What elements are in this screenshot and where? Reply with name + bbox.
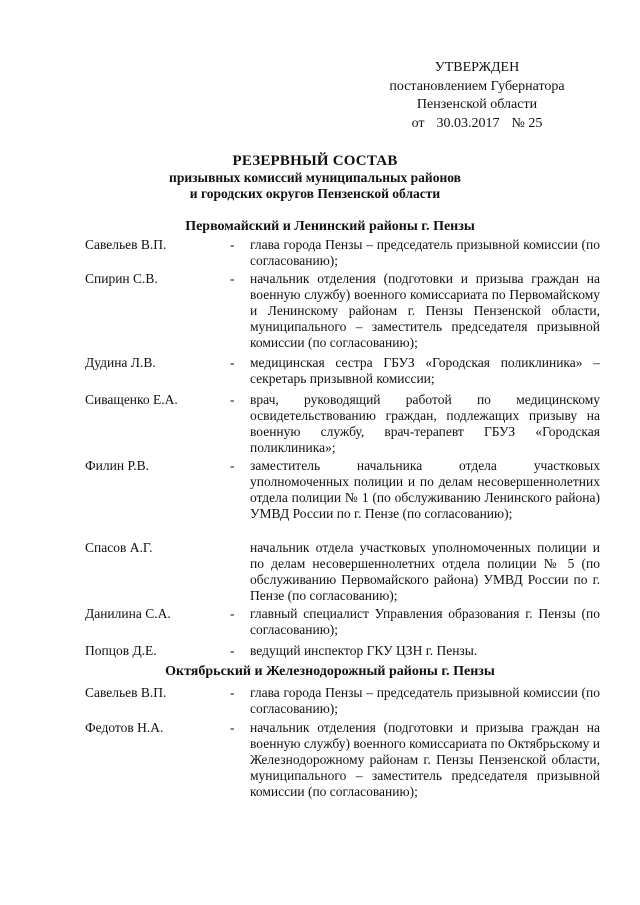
approval-number: № 25 xyxy=(511,115,543,131)
member-name: Попцов Д.Е. xyxy=(85,643,157,658)
title-main: РЕЗЕРВНЫЙ СОСТАВ xyxy=(232,153,398,169)
member-name: Данилина С.А. xyxy=(85,606,171,621)
member-name: Спасов А.Г. xyxy=(85,540,153,555)
member-dash: - xyxy=(230,720,235,735)
member-name: Спирин С.В. xyxy=(85,271,158,286)
member-name: Сиващенко Е.А. xyxy=(85,392,178,407)
member-name: Федотов Н.А. xyxy=(85,720,164,735)
member-name: Савельев В.П. xyxy=(85,685,167,700)
member-name: Филин Р.В. xyxy=(85,458,150,473)
member-role: главный специалист Управления образования г. Пензы (по согласованию); xyxy=(250,606,600,637)
document-title xyxy=(80,152,550,202)
section-heading: Октябрьский и Железнодорожный районы г. Пензы xyxy=(165,664,495,679)
member-role: ведущий инспектор ГКУ ЦЗН г. Пензы. xyxy=(250,643,478,658)
member-role: медицинская сестра ГБУЗ «Городская поликлиника» – секретарь призывной комиссии; xyxy=(250,355,600,386)
member-role: врач, руководящий работой по медицинскому освидетельствованию граждан, подлежащих призыву на военную службу, врач-терапевт ГБУЗ «Городская поликлиника»; xyxy=(250,392,600,455)
member-role: начальник отдела участковых уполномоченных полиции и по делам несовершеннолетних отдела полиции № 5 (по обслуживанию Первомайского района) УМВД России по г. Пензе (по согласованию); xyxy=(250,540,600,603)
member-role: глава города Пензы – председатель призывной комиссии (по согласованию); xyxy=(250,237,600,268)
title-sub2: и городских округов Пензенской области xyxy=(189,186,441,201)
member-name: Савельев В.П. xyxy=(85,237,167,252)
member-dash: - xyxy=(230,392,235,407)
member-dash: - xyxy=(230,643,235,658)
member-dash: - xyxy=(230,458,235,473)
approval-date-prefix: от xyxy=(411,115,425,131)
member-role: заместитель начальника отдела участковых уполномоченных полиции и по делам несовершеннолетних отдела полиции № 1 (по обслуживанию Ленинского района) УМВД России по г. Пензе (по согласованию); xyxy=(250,458,600,521)
approval-heading: УТВЕРЖДЕН xyxy=(434,60,520,75)
section-heading: Первомайский и Ленинский районы г. Пензы xyxy=(185,219,475,234)
member-role: глава города Пензы – председатель призывной комиссии (по согласованию); xyxy=(250,685,600,716)
member-role: начальник отделения (подготовки и призыва граждан на военную службу) военного комиссариата по Первомайскому и Ленинскому районам г. Пензы Пензенской области, муниципального – заместитель председателя призывной комиссии (по согласованию); xyxy=(250,271,600,350)
approval-stamp xyxy=(372,59,582,133)
member-role: начальник отделения (подготовки и призыва граждан на военную службу) военного комиссариата по Октябрьскому и Железнодорожному районам г. Пензы Пензенской области, муниципального – заместитель председателя призывной комиссии (по согласованию); xyxy=(250,720,600,799)
member-dash: - xyxy=(230,237,235,252)
member-dash: - xyxy=(230,271,235,286)
title-sub1: призывных комиссий муниципальных районов xyxy=(169,170,461,185)
approval-decree: постановлением Губернатора xyxy=(389,78,565,94)
member-dash: - xyxy=(230,685,235,700)
member-name: Дудина Л.В. xyxy=(85,355,156,370)
approval-date-line xyxy=(372,115,582,134)
member-dash: - xyxy=(230,355,235,370)
approval-date: 30.03.2017 xyxy=(436,115,500,131)
approval-region: Пензенской области xyxy=(416,97,538,112)
member-dash: - xyxy=(230,606,235,621)
